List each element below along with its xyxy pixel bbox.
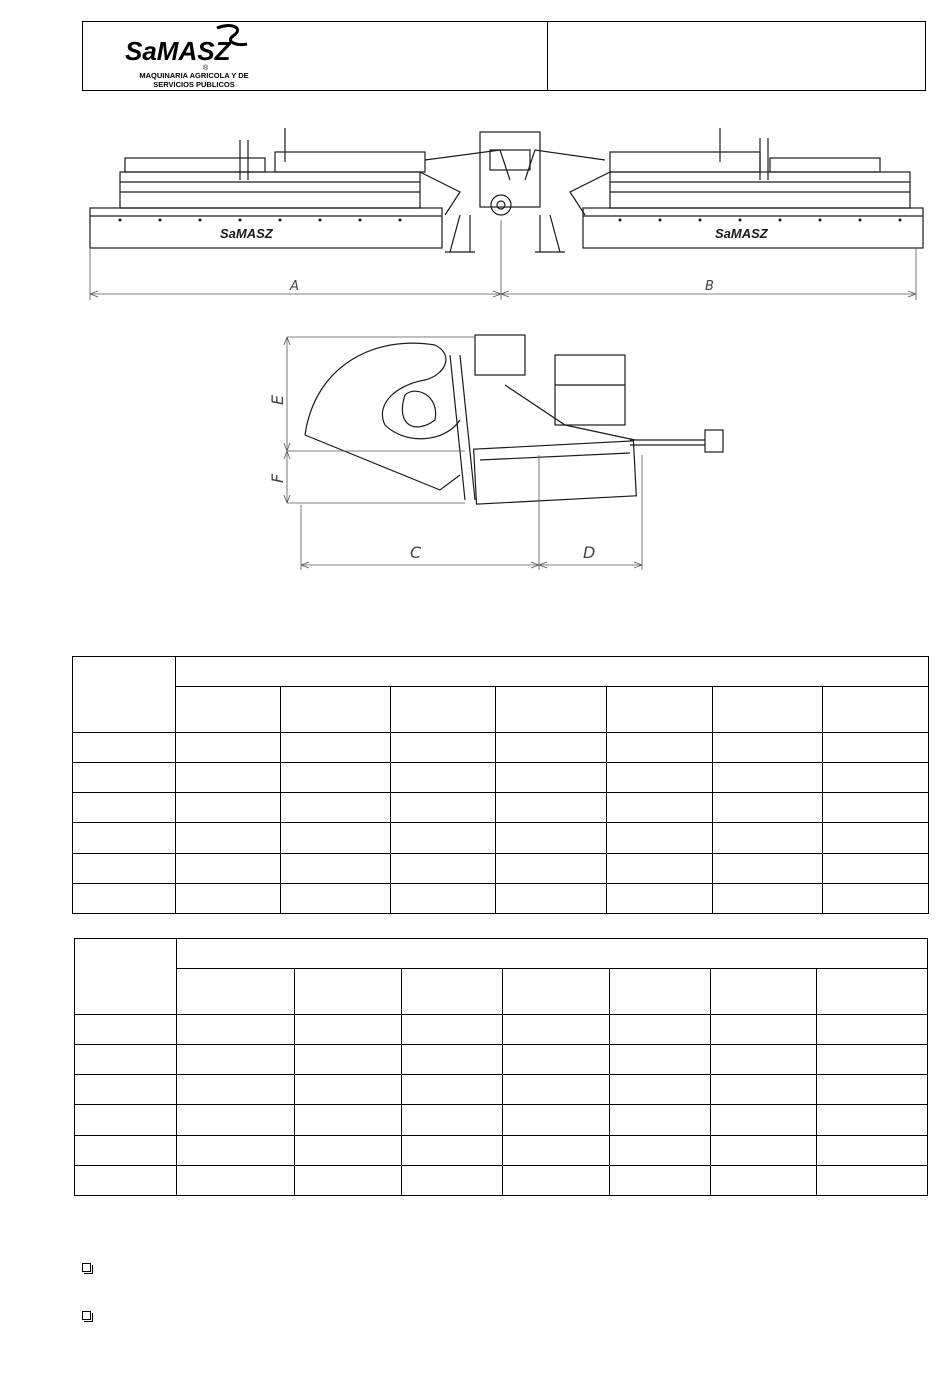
- table-1-column-header: [713, 687, 823, 732]
- specification-table-2: [74, 938, 928, 1196]
- right-deck-brand: SaMASZ: [715, 226, 768, 241]
- table-1-column-header: [281, 687, 391, 732]
- table-1-column-header: [391, 687, 496, 732]
- table-row: [73, 762, 929, 792]
- deck-body: [474, 441, 637, 504]
- table-row: [73, 823, 929, 853]
- front-view-drawing: [80, 120, 930, 305]
- table-2-column-header: [177, 969, 295, 1014]
- table-1-group-header: [176, 657, 929, 687]
- table-2-column-header: [295, 969, 402, 1014]
- table-row: [75, 1105, 928, 1135]
- dimension-label-c: C: [410, 543, 422, 562]
- dimension-label-b: B: [705, 279, 714, 294]
- checkbox-bullet-icon: [82, 1263, 91, 1272]
- table-row: [75, 1044, 928, 1074]
- dimension-label-d: D: [583, 543, 596, 562]
- registered-mark: ®: [203, 65, 209, 72]
- left-frame: [120, 172, 420, 208]
- dimension-label-a: A: [290, 279, 299, 294]
- left-deck-brand: SaMASZ: [220, 226, 273, 241]
- table-2-column-header: [402, 969, 503, 1014]
- table-row: [75, 1165, 928, 1195]
- header-divider: [547, 22, 548, 90]
- hitch-frame: [555, 355, 625, 425]
- table-1-column-header: [823, 687, 929, 732]
- table-row: [75, 1135, 928, 1165]
- table-1-row-header: [73, 657, 176, 733]
- table-2-row-header: [75, 939, 177, 1015]
- document-header: [82, 21, 926, 91]
- folded-deck-outline: [305, 343, 460, 439]
- dimension-label-e: E: [268, 394, 287, 405]
- side-view-drawing: [265, 325, 745, 577]
- table-2-column-header: [503, 969, 610, 1014]
- specification-table-1: [72, 656, 929, 914]
- table-1-column-header: [176, 687, 281, 732]
- table-1-column-header: [496, 687, 607, 732]
- logo-subtitle-line1: MAQUINARIA AGRICOLA Y DE: [139, 71, 249, 80]
- logo-subtitle-line2: SERVICIOS PUBLICOS: [153, 80, 235, 89]
- table-2-column-header: [610, 969, 711, 1014]
- table-2-column-header: [711, 969, 817, 1014]
- table-row: [73, 853, 929, 883]
- table-1-column-header: [607, 687, 713, 732]
- table-row: [73, 883, 929, 913]
- table-row: [75, 1075, 928, 1105]
- table-row: [73, 732, 929, 762]
- table-2-group-header: [177, 939, 928, 969]
- logo-subtitle: [119, 71, 269, 89]
- table-row: [75, 1014, 928, 1044]
- table-2-column-header: [817, 969, 928, 1014]
- checkbox-bullet-icon: [82, 1311, 91, 1320]
- samasz-logo-mark: [113, 24, 273, 74]
- table-row: [73, 793, 929, 823]
- logo-wordmark: SaMASZ: [125, 36, 231, 66]
- dimension-label-f: F: [268, 473, 287, 483]
